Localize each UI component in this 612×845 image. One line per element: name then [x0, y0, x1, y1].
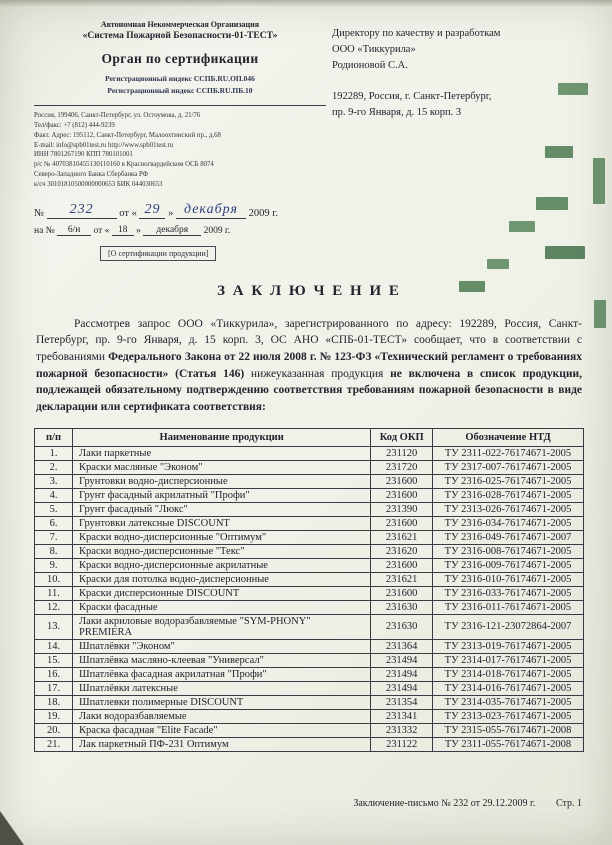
row-num: 12.	[35, 600, 73, 614]
table-row	[35, 530, 584, 544]
row-num: 2.	[35, 460, 73, 474]
ntd-ref: ТУ 2316-025-76174671-2005	[433, 474, 584, 488]
row-num: 9.	[35, 558, 73, 572]
scan-artifact	[487, 259, 509, 269]
product-name: Лаки паркетные	[73, 446, 371, 460]
row-num: 7.	[35, 530, 73, 544]
row-num: 13.	[35, 614, 73, 639]
row-num: 11.	[35, 586, 73, 600]
col-header-code: Код ОКП	[371, 428, 433, 446]
org-address-line: Факт. Адрес: 195112, Санкт-Петербург, Малоохтинский пр., д.68	[34, 131, 221, 139]
row-num: 21.	[35, 737, 73, 751]
ntd-ref: ТУ 2313-019-76174671-2005	[433, 639, 584, 653]
recipient-position: Директору по качеству и разработкам	[332, 28, 501, 39]
scan-artifact	[536, 197, 568, 210]
table-row	[35, 600, 584, 614]
ntd-ref: ТУ 2316-049-76174671-2007	[433, 530, 584, 544]
org-address-block	[34, 105, 326, 190]
ref2-close-quote: »	[136, 225, 141, 236]
product-name: Шпатлёвки латексные	[73, 681, 371, 695]
ref-close-quote: »	[168, 207, 174, 219]
okp-code: 231720	[371, 460, 433, 474]
row-num: 10.	[35, 572, 73, 586]
scan-artifact	[459, 281, 485, 292]
scan-artifact	[558, 83, 588, 95]
registration-index-1: Регистрационный индекс ССПБ.RU.ОП.046	[105, 74, 255, 83]
ntd-ref: ТУ 2316-028-76174671-2005	[433, 488, 584, 502]
table-row	[35, 695, 584, 709]
scan-artifact	[594, 300, 606, 328]
recipient-name: Родионовой С.А.	[332, 59, 408, 71]
ref-year: 2009 г.	[248, 207, 278, 219]
product-name: Шпатлевки полимерные DISCOUNT	[73, 695, 371, 709]
table-row	[35, 544, 584, 558]
row-num: 5.	[35, 502, 73, 516]
recipient-block	[332, 20, 584, 261]
org-address-line: р/с № 40703810455130110160 в Красногвардейском ОСБ 8074	[34, 161, 214, 169]
row-num: 4.	[35, 488, 73, 502]
ntd-ref: ТУ 2313-026-76174671-2005	[433, 502, 584, 516]
okp-code: 231364	[371, 639, 433, 653]
okp-code: 231354	[371, 695, 433, 709]
scan-artifact	[545, 146, 573, 158]
okp-code: 231122	[371, 737, 433, 751]
ref-no-label: №	[34, 207, 45, 219]
ntd-ref: ТУ 2315-055-76174671-2008	[433, 723, 584, 737]
product-name: Краски фасадные	[73, 600, 371, 614]
paragraph-segment: нижеуказанная продукция	[244, 367, 391, 380]
incoming-ref-line	[34, 225, 326, 236]
footer-doc-ref: Заключение-письмо № 232 от 29.12.2009 г.	[353, 798, 536, 809]
col-header-ntd: Обозначение НТД	[433, 428, 584, 446]
scan-corner-shadow	[0, 811, 24, 845]
row-num: 8.	[35, 544, 73, 558]
product-name: Краски дисперсионные DISCOUNT	[73, 586, 371, 600]
paragraph-segment: не включена в список продукции, подлежащей обязательному подтверждению соответствия требованиям пожарной безопасности в виде декларации или сертификата соответствия:	[36, 367, 582, 414]
ntd-ref: ТУ 2316-034-76174671-2005	[433, 516, 584, 530]
okp-code: 231341	[371, 709, 433, 723]
okp-code: 231621	[371, 572, 433, 586]
row-num: 18.	[35, 695, 73, 709]
product-name: Лаки акриловые водоразбавляемые "SYM-PHONY" PREMIERA	[73, 614, 371, 639]
row-num: 16.	[35, 667, 73, 681]
org-type-line: Автономная Некоммерческая Организация	[100, 20, 260, 29]
okp-code: 231494	[371, 653, 433, 667]
okp-code: 231494	[371, 681, 433, 695]
okp-code: 231620	[371, 544, 433, 558]
incoming-month: декабря	[143, 225, 201, 236]
ref-from-label: от «	[119, 207, 137, 219]
ref2-from-label: от «	[93, 225, 110, 236]
table-row	[35, 516, 584, 530]
recipient-address-line-1: 192289, Россия, г. Санкт-Петербург,	[332, 91, 492, 103]
incoming-number: 6/н	[57, 225, 91, 236]
ntd-ref: ТУ 2314-035-76174671-2005	[433, 695, 584, 709]
product-name: Лак паркетный ПФ-231 Оптимум	[73, 737, 371, 751]
ntd-ref: ТУ 2316-011-76174671-2005	[433, 600, 584, 614]
outgoing-ref-line	[34, 202, 326, 219]
product-table-body	[35, 446, 584, 751]
okp-code: 231600	[371, 516, 433, 530]
org-address-line: E-mail: info@spb01test.ru http://www.spb01test.ru	[34, 141, 174, 149]
table-row	[35, 639, 584, 653]
row-num: 3.	[35, 474, 73, 488]
recipient-address-line-2: пр. 9-го Января, д. 15 корп. 3	[332, 107, 462, 118]
table-row	[35, 723, 584, 737]
scan-artifact	[593, 158, 605, 204]
product-name: Краски для потолка водно-дисперсионные	[73, 572, 371, 586]
okp-code: 231630	[371, 614, 433, 639]
row-num: 20.	[35, 723, 73, 737]
org-address-line: ИНН 7801267190 КПП 780101001	[34, 151, 133, 159]
table-row	[35, 667, 584, 681]
registration-index-2: Регистрационный индекс ССПБ.RU.ПБ.10	[107, 86, 253, 95]
table-row	[35, 681, 584, 695]
ntd-ref: ТУ 2316-009-76174671-2005	[433, 558, 584, 572]
product-table-head	[35, 428, 584, 446]
ntd-ref: ТУ 2313-023-76174671-2005	[433, 709, 584, 723]
recipient-company: ООО «Тиккурила»	[332, 43, 416, 55]
product-name: Краски масляные "Эконом"	[73, 460, 371, 474]
scan-artifact	[509, 221, 535, 232]
certification-body-title: Орган по сертификации	[101, 51, 259, 66]
product-name: Грунтовки латексные DISCOUNT	[73, 516, 371, 530]
product-name: Шпатлёвка масляно-клеевая "Универсал"	[73, 653, 371, 667]
product-table	[34, 428, 584, 752]
table-row	[35, 502, 584, 516]
org-address-line: Северо-Западного Банка Сбербанка РФ	[34, 171, 149, 179]
paragraph-segment: Федерального Закона от 22 июля 2008 г. № 123-ФЗ «Технический регламент о требованиях пожарной безопасности» (Статья 146)	[36, 351, 582, 380]
row-num: 19.	[35, 709, 73, 723]
table-row	[35, 586, 584, 600]
scan-artifact	[545, 246, 585, 259]
ntd-ref: ТУ 2314-017-76174671-2005	[433, 653, 584, 667]
row-num: 6.	[35, 516, 73, 530]
ref2-prefix: на №	[34, 225, 55, 236]
okp-code: 231390	[371, 502, 433, 516]
ntd-ref: ТУ 2316-033-76174671-2005	[433, 586, 584, 600]
table-row	[35, 737, 584, 751]
okp-code: 231600	[371, 558, 433, 572]
row-num: 14.	[35, 639, 73, 653]
ntd-ref: ТУ 2314-018-76174671-2005	[433, 667, 584, 681]
row-num: 1.	[35, 446, 73, 460]
table-row	[35, 474, 584, 488]
paragraph-segment: Рассмотрев запрос ООО «Тиккурила», зарегистрированного по адресу: 192289, Россия, Санкт-Петербург, пр. 9-го Января, д. 15 корп. 3, ОС АНО «СПБ-01-ТЕСТ» сообщает, что в соответствии с требованиями	[36, 317, 582, 364]
outgoing-month-handwritten: декабря	[176, 202, 246, 219]
table-row	[35, 460, 584, 474]
outgoing-number-handwritten: 232	[47, 202, 117, 219]
product-name: Лаки водоразбавляемые	[73, 709, 371, 723]
outgoing-day-handwritten: 29	[139, 202, 165, 219]
table-row	[35, 709, 584, 723]
product-name: Грунт фасадный акрилатный "Профи"	[73, 488, 371, 502]
ntd-ref: ТУ 2314-016-76174671-2005	[433, 681, 584, 695]
body-paragraph	[36, 316, 582, 416]
footer-page-number: Стр. 1	[555, 798, 582, 809]
subject-box: [О сертификации продукции]	[100, 246, 216, 261]
okp-code: 231600	[371, 474, 433, 488]
incoming-day: 18	[112, 225, 134, 236]
ntd-ref: ТУ 2317-007-76174671-2005	[433, 460, 584, 474]
page-footer	[353, 798, 582, 809]
ntd-ref: ТУ 2311-022-76174671-2005	[433, 446, 584, 460]
table-row	[35, 446, 584, 460]
product-name: Краски водно-дисперсионные "Оптимум"	[73, 530, 371, 544]
org-name: «Система Пожарной Безопасности-01-ТЕСТ»	[82, 31, 278, 41]
ntd-ref: ТУ 2316-010-76174671-2005	[433, 572, 584, 586]
okp-code: 231332	[371, 723, 433, 737]
ntd-ref: ТУ 2311-055-76174671-2008	[433, 737, 584, 751]
okp-code: 231600	[371, 586, 433, 600]
product-name: Грунтовки водно-дисперсионные	[73, 474, 371, 488]
table-row	[35, 572, 584, 586]
okp-code: 231120	[371, 446, 433, 460]
org-block	[34, 20, 326, 261]
row-num: 15.	[35, 653, 73, 667]
ntd-ref: ТУ 2316-121-23072864-2007	[433, 614, 584, 639]
table-row	[35, 614, 584, 639]
table-row	[35, 558, 584, 572]
table-row	[35, 488, 584, 502]
org-address-line: Россия, 199406, Санкт-Петербург, ул. Остоумова, д. 21/76	[34, 112, 201, 119]
okp-code: 231494	[371, 667, 433, 681]
ref2-year: 2009 г.	[203, 225, 231, 236]
product-name: Краски водно-дисперсионные акрилатные	[73, 558, 371, 572]
org-address-line: к/сч 30101810500000000653 БИК 044030653	[34, 180, 163, 188]
ntd-ref: ТУ 2316-008-76174671-2005	[433, 544, 584, 558]
reference-block	[34, 202, 326, 261]
table-row	[35, 653, 584, 667]
product-name: Краски водно-дисперсионные "Текс"	[73, 544, 371, 558]
col-header-name: Наименование продукции	[73, 428, 371, 446]
header-row	[35, 428, 584, 446]
org-address-line: Тел/факс: +7 (812) 444-9239	[34, 121, 115, 129]
letterhead	[34, 20, 584, 261]
product-name: Шпатлёвки "Эконом"	[73, 639, 371, 653]
okp-code: 231600	[371, 488, 433, 502]
product-name: Грунт фасадный "Люкс"	[73, 502, 371, 516]
col-header-num: п/п	[35, 428, 73, 446]
recipient-address	[332, 89, 584, 121]
product-name: Краска фасадная "Elite Facade"	[73, 723, 371, 737]
okp-code: 231621	[371, 530, 433, 544]
document-title: З А К Л Ю Ч Е Н И Е	[217, 282, 401, 299]
product-name: Шпатлёвка фасадная акрилатная "Профи"	[73, 667, 371, 681]
okp-code: 231630	[371, 600, 433, 614]
row-num: 17.	[35, 681, 73, 695]
